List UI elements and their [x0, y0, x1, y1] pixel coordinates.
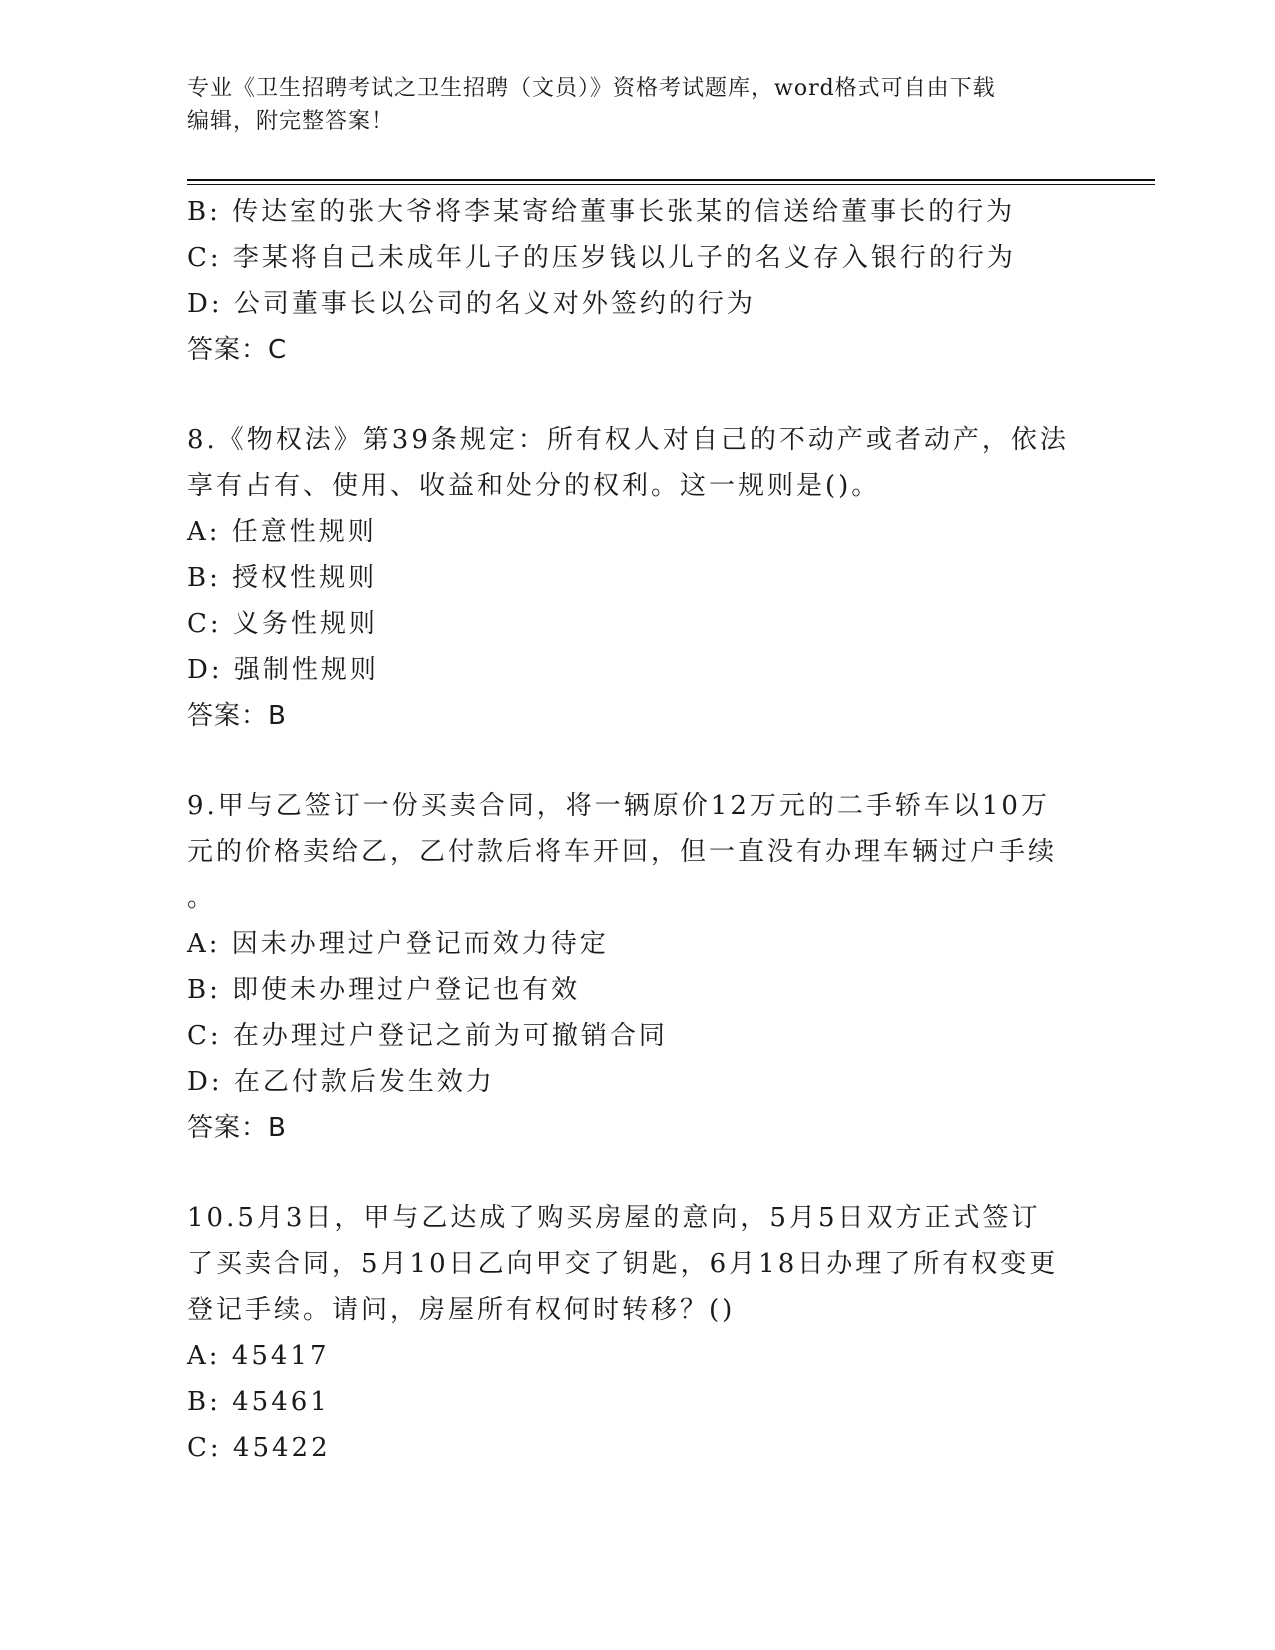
- question-text: 享有占有、使用、收益和处分的权利。这一规则是()。: [187, 471, 881, 501]
- option-c: C: 义务性规则: [187, 609, 378, 639]
- option-c: C: 在办理过户登记之前为可撤销合同: [187, 1021, 668, 1051]
- question-text: 了买卖合同，5月10日乙向甲交了钥匙，6月18日办理了所有权变更: [187, 1249, 1059, 1279]
- option-c: C: 45422: [187, 1433, 331, 1463]
- option-d: D: 公司董事长以公司的名义对外签约的行为: [187, 289, 756, 319]
- question-7-tail: [187, 189, 1092, 373]
- option-d: D: 强制性规则: [187, 655, 379, 685]
- header-line-1: 专业《卫生招聘考试之卫生招聘（文员）》资格考试题库，word格式可自由下载: [187, 76, 996, 101]
- spacer: [187, 739, 1092, 783]
- option-b: B: 传达室的张大爷将李某寄给董事长张某的信送给董事长的行为: [187, 197, 1016, 227]
- option-d: D: 在乙付款后发生效力: [187, 1067, 495, 1097]
- answer: 答案：B: [187, 701, 287, 731]
- option-a: A: 45417: [187, 1341, 330, 1371]
- question-text: 登记手续。请问，房屋所有权何时转移？(): [187, 1295, 736, 1325]
- option-a: A: 因未办理过户登记而效力待定: [187, 929, 609, 959]
- spacer: [187, 1151, 1092, 1195]
- header-divider-thick: [187, 179, 1155, 181]
- option-a: A: 任意性规则: [187, 517, 377, 547]
- question-9: [187, 783, 1092, 1151]
- option-b: B: 45461: [187, 1387, 330, 1417]
- question-text: 9.甲与乙签订一份买卖合同，将一辆原价12万元的二手轿车以10万: [187, 791, 1050, 821]
- question-10: [187, 1195, 1092, 1471]
- document-header: [187, 72, 1087, 138]
- option-b: B: 即使未办理过户登记也有效: [187, 975, 581, 1005]
- question-8: [187, 417, 1092, 739]
- question-text: 元的价格卖给乙，乙付款后将车开回，但一直没有办理车辆过户手续: [187, 837, 1058, 867]
- header-line-2: 编辑，附完整答案！: [187, 109, 395, 134]
- question-text: 10.5月3日，甲与乙达成了购买房屋的意向，5月5日双方正式签订: [187, 1203, 1041, 1233]
- question-list: [187, 189, 1092, 1471]
- answer: 答案：C: [187, 335, 288, 365]
- option-c: C: 李某将自己未成年儿子的压岁钱以儿子的名义存入银行的行为: [187, 243, 1016, 273]
- header-divider-thin: [187, 184, 1155, 185]
- option-b: B: 授权性规则: [187, 563, 378, 593]
- question-text: 8.《物权法》第39条规定：所有权人对自己的不动产或者动产，依法: [187, 425, 1069, 455]
- answer: 答案：B: [187, 1113, 287, 1143]
- question-text: 。: [187, 883, 217, 913]
- spacer: [187, 373, 1092, 417]
